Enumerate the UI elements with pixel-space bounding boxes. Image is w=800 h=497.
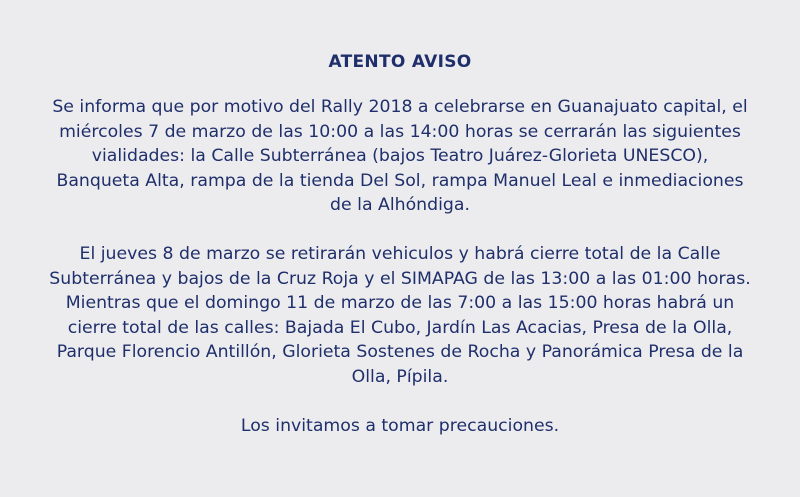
notice-paragraph-2 — [0, 242, 800, 390]
paragraph-2-line: Parque Florencio Antillón, Glorieta Sostenes de Rocha y Panorámica Presa de la — [56, 342, 744, 363]
paragraph-1-line: de la Alhóndiga. — [330, 195, 470, 216]
notice-title: ATENTO AVISO — [328, 52, 472, 72]
paragraph-2-line: cierre total de las calles: Bajada El Cubo, Jardín Las Acacias, Presa de la Olla, — [67, 317, 733, 338]
notice-paragraph-1 — [0, 95, 800, 218]
paragraph-1-line: miércoles 7 de marzo de las 10:00 a las 14:00 horas se cerrarán las siguientes — [59, 121, 741, 142]
paragraph-2-line: Subterránea y bajos de la Cruz Roja y el SIMAPAG de las 13:00 a las 01:00 horas. — [49, 268, 751, 289]
paragraph-2-line: Olla, Pípila. — [351, 366, 449, 387]
closing-line: Los invitamos a tomar precauciones. — [240, 415, 560, 436]
paragraph-1-line: vialidades: la Calle Subterránea (bajos Teatro Juárez-Glorieta UNESCO), — [91, 146, 709, 167]
paragraph-1-line: Se informa que por motivo del Rally 2018 a celebrarse en Guanajuato capital, el — [52, 97, 748, 117]
paragraph-spacer — [0, 218, 800, 242]
paragraph-2-line: Mientras que el domingo 11 de marzo de las 7:00 a las 15:00 horas habrá un — [65, 293, 735, 314]
paragraph-spacer — [0, 390, 800, 414]
paragraph-2-line: El jueves 8 de marzo se retirarán vehiculos y habrá cierre total de la Calle — [79, 243, 721, 264]
paragraph-1-line: Banqueta Alta, rampa de la tienda Del Sol, rampa Manuel Leal e inmediaciones — [56, 170, 744, 191]
notice-closing — [0, 414, 800, 439]
